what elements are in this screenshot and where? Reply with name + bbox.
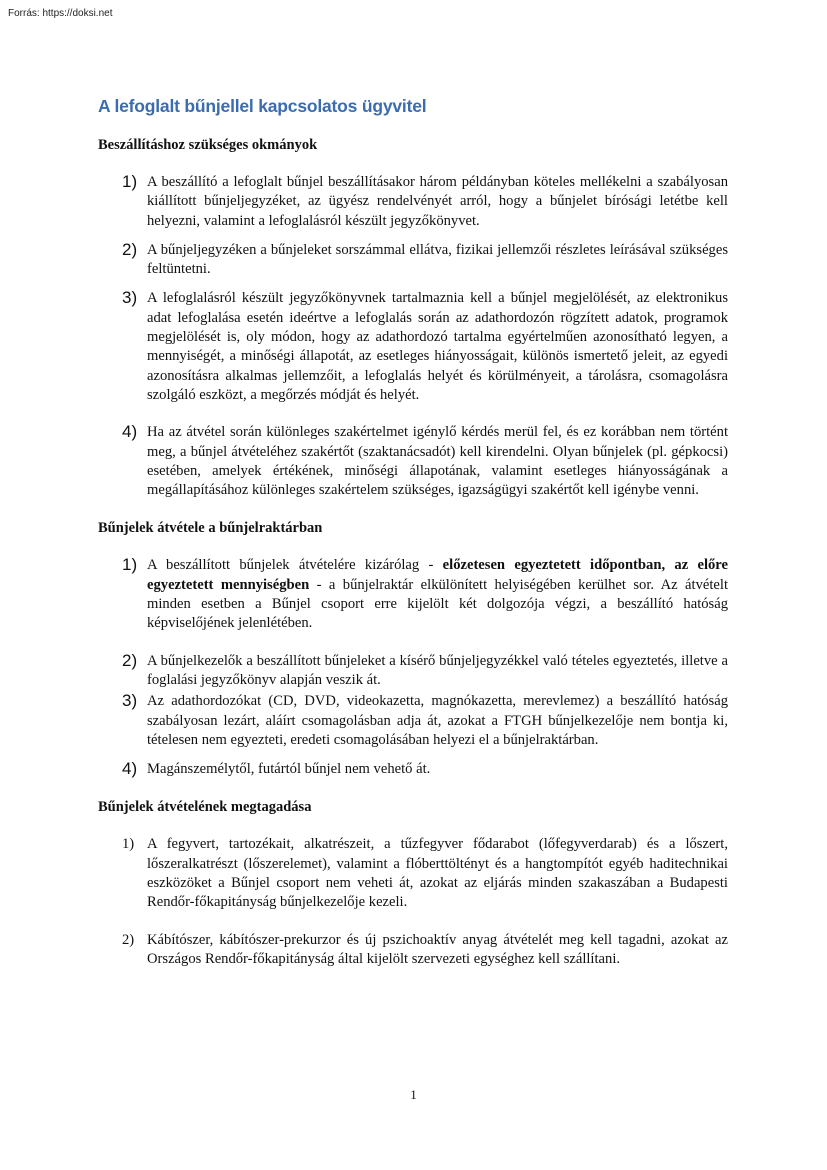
list-item-text: Magánszemélytől, futártól bűnjel nem vehető át.: [147, 761, 431, 778]
list-item: [98, 241, 728, 280]
list-beszallitas: [98, 173, 728, 500]
list-item: [98, 652, 728, 691]
list-item: [98, 931, 728, 970]
list-item-text: Ha az átvétel során különleges szakértelmet igénylő kérdés merül fel, és ez korábban nem történt meg, a bűnjel átvételéhez szakértőt (szaktanácsadót) kell kirendelni. Olyan bűnjelek (pl. gépkocsi) esetében, amelyek értékének, minőségi állapotának, valamint esetleges hiányosságának a megállapításához különleges szakértelem szükséges, igazságügyi szakértőt kell igénybe venni.: [147, 424, 728, 499]
list-megtagadas: [98, 835, 728, 969]
list-number: 3): [122, 288, 138, 308]
list-item-text-after: - a bűnjelraktár elkülönített helyiségében kerülhet sor. Az átvételt minden esetben a Bűnjel csoport erre kijelölt két dolgozója végzi, a beszállító hatóság képviselőjének jelenlétében.: [147, 576, 729, 632]
list-number: 1): [122, 836, 135, 853]
list-item: [98, 835, 728, 912]
list-number: 1): [122, 555, 138, 575]
list-item-text: A lefoglalásról készült jegyzőkönyvnek tartalmaznia kell a bűnjel megjelölését, az elektronikus adat lefoglalása esetén ideértve a lefoglalás során az adathordozón rögzített adatok, programok megjelölését is, oly módon, hogy az adathordozó tartalma egyértelműen azonosítható legyen, a mennyiségét, a minőségi állapotát, az esetleges hiányosságait, különös ismertető jeleit, az egyedi azonosításra alkalmas jellemzőit, a lefoglalás helyét és körülményeit, a tárolásra, csomagolásra szolgáló eszközt, a megőrzés módját és helyét.: [147, 290, 728, 403]
section-heading-beszallitas: Beszállításhoz szükséges okmányok: [98, 137, 318, 153]
list-item: [98, 173, 728, 231]
list-number: 2): [122, 931, 135, 948]
list-item: [98, 423, 728, 500]
list-item-text: A beszállító a lefoglalt bűnjel beszállításakor három példányban köteles mellékelni a szabályosan kiállított bűnjeljegyzéket, az ügyész rendelvényét arról, hogy a bűnjelet bírósági letétbe kell helyezni, valamint a lefoglalásról készült jegyzőkönyvet.: [147, 174, 728, 229]
document-page: [98, 96, 728, 979]
list-item: [98, 556, 728, 633]
list-item-text: Az adathordozókat (CD, DVD, videokazetta, magnókazetta, merevlemez) a beszállító hatóság szabályosan lezárt, aláírt csomagolásban adja át, azokat a FTGH bűnjelkezelője nem bontja ki, tételesen nem egyezteti, eredeti csomagolásában helyezi el a bűnjelraktárban.: [147, 693, 728, 748]
list-number: 2): [122, 239, 138, 259]
list-item-text: A bűnjelkezelők a beszállított bűnjeleket a kísérő bűnjeljegyzékkel való tételes egyeztetés, illetve a foglalási jegyzőkönyv alapján veszik át.: [147, 652, 728, 688]
list-item: [98, 760, 728, 779]
list-item-text: A bűnjeljegyzéken a bűnjeleket sorszámmal ellátva, fizikai jellemzői részletes leírásával szükséges feltüntetni.: [147, 241, 728, 278]
section-heading-atvetel: Bűnjelek átvétele a bűnjelraktárban: [98, 520, 323, 537]
section-heading-megtagadas: Bűnjelek átvételének megtagadása: [98, 799, 312, 816]
list-item-text-bold: előzetesen egyeztetett időpontban, az előre egyeztetett mennyiségben: [147, 557, 728, 593]
list-number: 1): [122, 172, 138, 191]
list-number: 2): [122, 650, 138, 670]
list-item-text: Kábítószer, kábítószer-prekurzor és új pszichoaktív anyag átvételét meg kell tagadni, azokat az Országos Rendőr-főkapitányság által kijelölt szervezeti egységhez kell szállítani.: [147, 931, 728, 967]
list-atvetel: [98, 556, 728, 779]
list-number: 3): [122, 691, 138, 711]
source-label: Forrás: https://doksi.net: [8, 8, 113, 19]
list-number: 4): [122, 759, 138, 779]
page-number: 1: [410, 1087, 417, 1102]
list-item-text: A fegyvert, tartozékait, alkatrészeit, a tűzfegyver fődarabot (lőfegyverdarab) és a lőszert, lőszeralkatrészt (lőszerelemet), valamint a flóberttöltényt és a hangtompítót egyéb haditechnikai eszközöket a Bűnjel csoport nem veheti át, azokat az eljárás minden szakaszában a Budapesti Rendőr-főkapitányság bűnjelkezelője kezeli.: [147, 836, 728, 911]
list-item: [98, 692, 728, 750]
list-number: 4): [122, 422, 138, 442]
page-title: A lefoglalt bűnjellel kapcsolatos ügyvitel: [98, 96, 427, 116]
list-item: [98, 289, 728, 405]
list-item-text-before: A beszállított bűnjelek átvételére kizárólag -: [147, 557, 443, 574]
